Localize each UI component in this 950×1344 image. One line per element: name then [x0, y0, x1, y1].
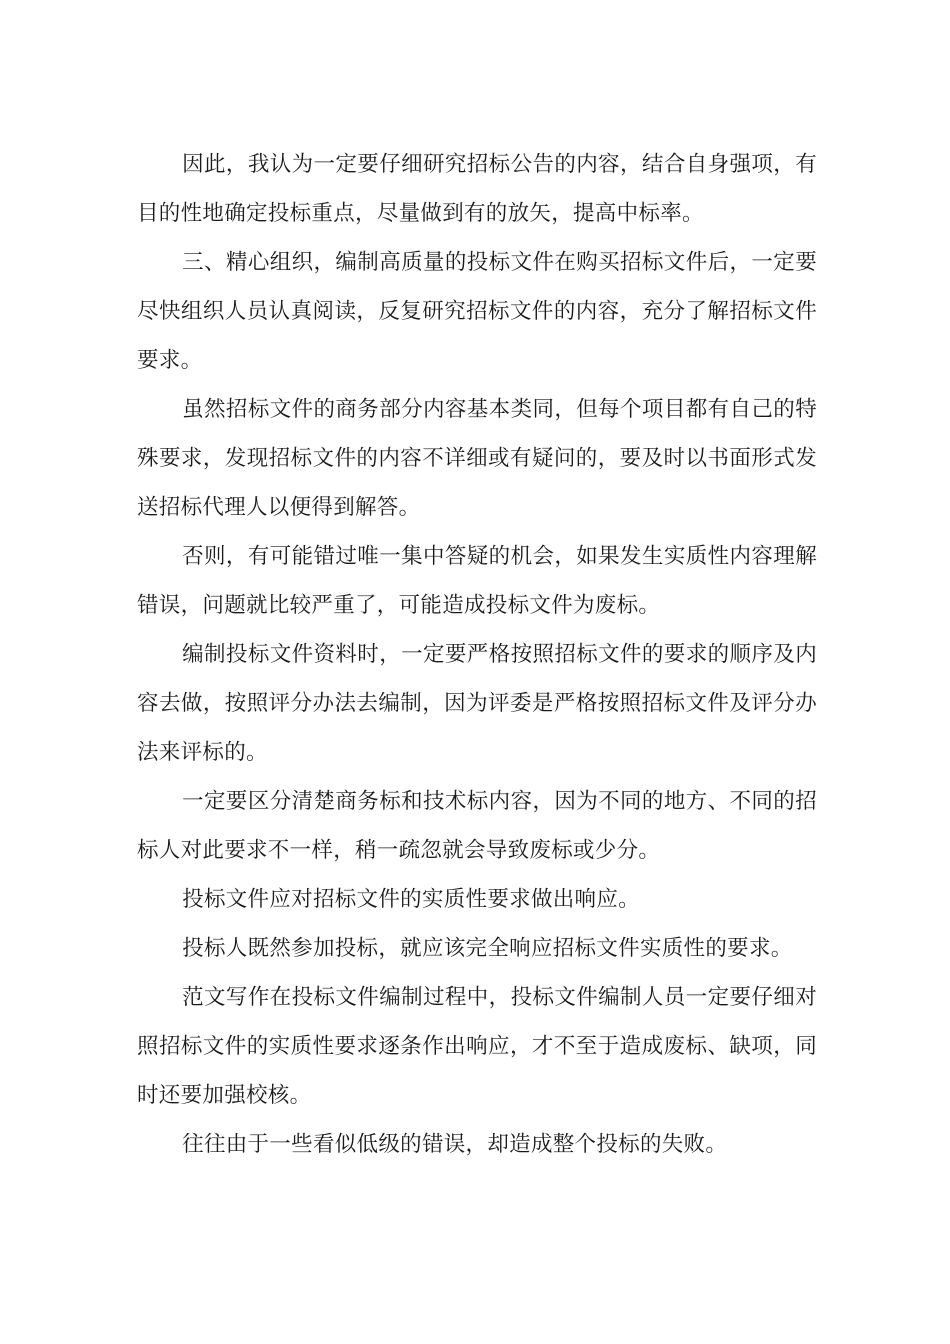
paragraph-1: 因此，我认为一定要仔细研究招标公告的内容，结合自身强项，有目的性地确定投标重点，尽量做到有的放矢，提高中标率。 [137, 152, 817, 226]
paragraph-6: 一定要区分清楚商务标和技术标内容，因为不同的地方、不同的招标人对此要求不一样，稍一疏忽就会导致废标或少分。 [137, 789, 817, 863]
document-body [137, 140, 817, 1169]
paragraph-3: 虽然招标文件的商务部分内容基本类同，但每个项目都有自己的特殊要求，发现招标文件的内容不详细或有疑问的，要及时以书面形式发送招标代理人以便得到解答。 [137, 397, 817, 520]
paragraph-5: 编制投标文件资料时，一定要严格按照招标文件的要求的顺序及内容去做，按照评分办法去编制，因为评委是严格按照招标文件及评分办法来评标的。 [137, 642, 817, 765]
paragraph-8: 投标人既然参加投标，就应该完全响应招标文件实质性的要求。 [182, 936, 793, 961]
paragraph-7: 投标文件应对招标文件的实质性要求做出响应。 [182, 887, 640, 912]
paragraph-2: 三、精心组织，编制高质量的投标文件在购买招标文件后，一定要尽快组织人员认真阅读，反复研究招标文件的内容，充分了解招标文件要求。 [137, 250, 817, 373]
paragraph-9: 范文写作在投标文件编制过程中，投标文件编制人员一定要仔细对照招标文件的实质性要求逐条作出响应，才不至于造成废标、缺项，同时还要加强校核。 [137, 985, 817, 1108]
paragraph-10: 往往由于一些看似低级的错误，却造成整个投标的失败。 [182, 1132, 728, 1157]
paragraph-4: 否则，有可能错过唯一集中答疑的机会，如果发生实质性内容理解错误，问题就比较严重了，可能造成投标文件为废标。 [137, 544, 817, 618]
